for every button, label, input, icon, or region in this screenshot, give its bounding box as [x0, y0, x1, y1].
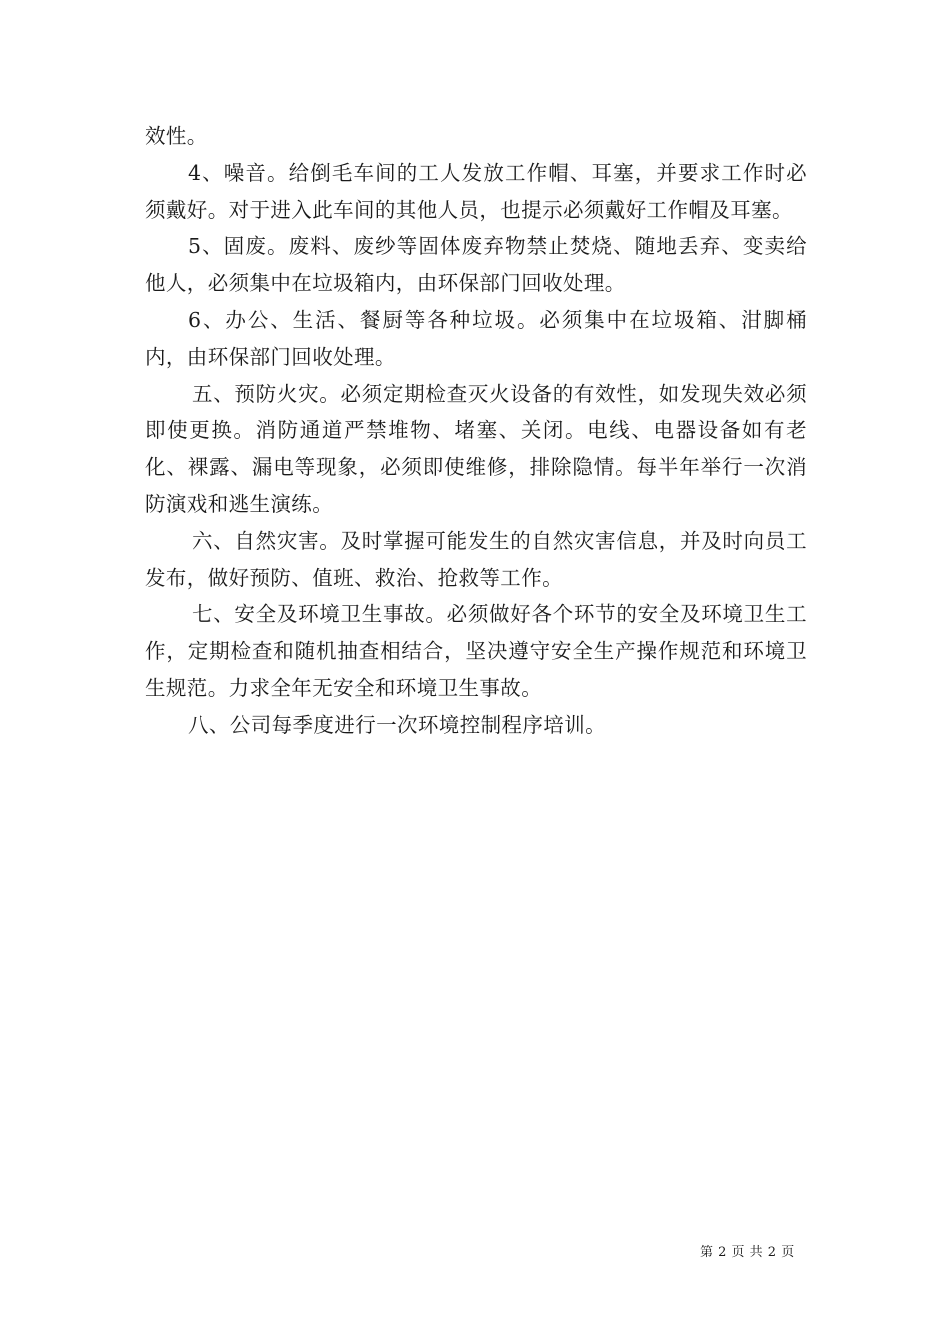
paragraph-solid-waste: 5、固废。废料、废纱等固体废弃物禁止焚烧、随地丢弃、变卖给他人，必须集中在垃圾箱内，由环保部门回收处理。	[145, 234, 807, 296]
paragraph-garbage: 6、办公、生活、餐厨等各种垃圾。必须集中在垃圾箱、泔脚桶内，由环保部门回收处理。	[145, 307, 807, 369]
paragraph-noise: 4、噪音。给倒毛车间的工人发放工作帽、耳塞，并要求工作时必须戴好。对于进入此车间的其他人员，也提示必须戴好工作帽及耳塞。	[145, 160, 807, 222]
page-number-footer: 第 2 页 共 2 页	[700, 1245, 795, 1260]
paragraph-natural-disaster: 六、自然灾害。及时掌握可能发生的自然灾害信息，并及时向员工发布，做好预防、值班、救治、抢救等工作。	[145, 528, 807, 590]
paragraph-training: 八、公司每季度进行一次环境控制程序培训。	[188, 712, 606, 737]
paragraph-continuation: 效性。	[145, 124, 208, 148]
document-body	[145, 118, 807, 744]
paragraph-fire-prevention: 五、预防火灾。必须定期检查灭火设备的有效性，如发现失效必须即使更换。消防通道严禁堆物、堵塞、关闭。电线、电器设备如有老化、裸露、漏电等现象，必须即使维修，排除隐情。每半年举行一次消防演戏和逃生演练。	[145, 381, 807, 516]
paragraph-safety-accident: 七、安全及环境卫生事故。必须做好各个环节的安全及环境卫生工作，定期检查和随机抽查相结合，坚决遵守安全生产操作规范和环境卫生规范。力求全年无安全和环境卫生事故。	[145, 602, 807, 700]
